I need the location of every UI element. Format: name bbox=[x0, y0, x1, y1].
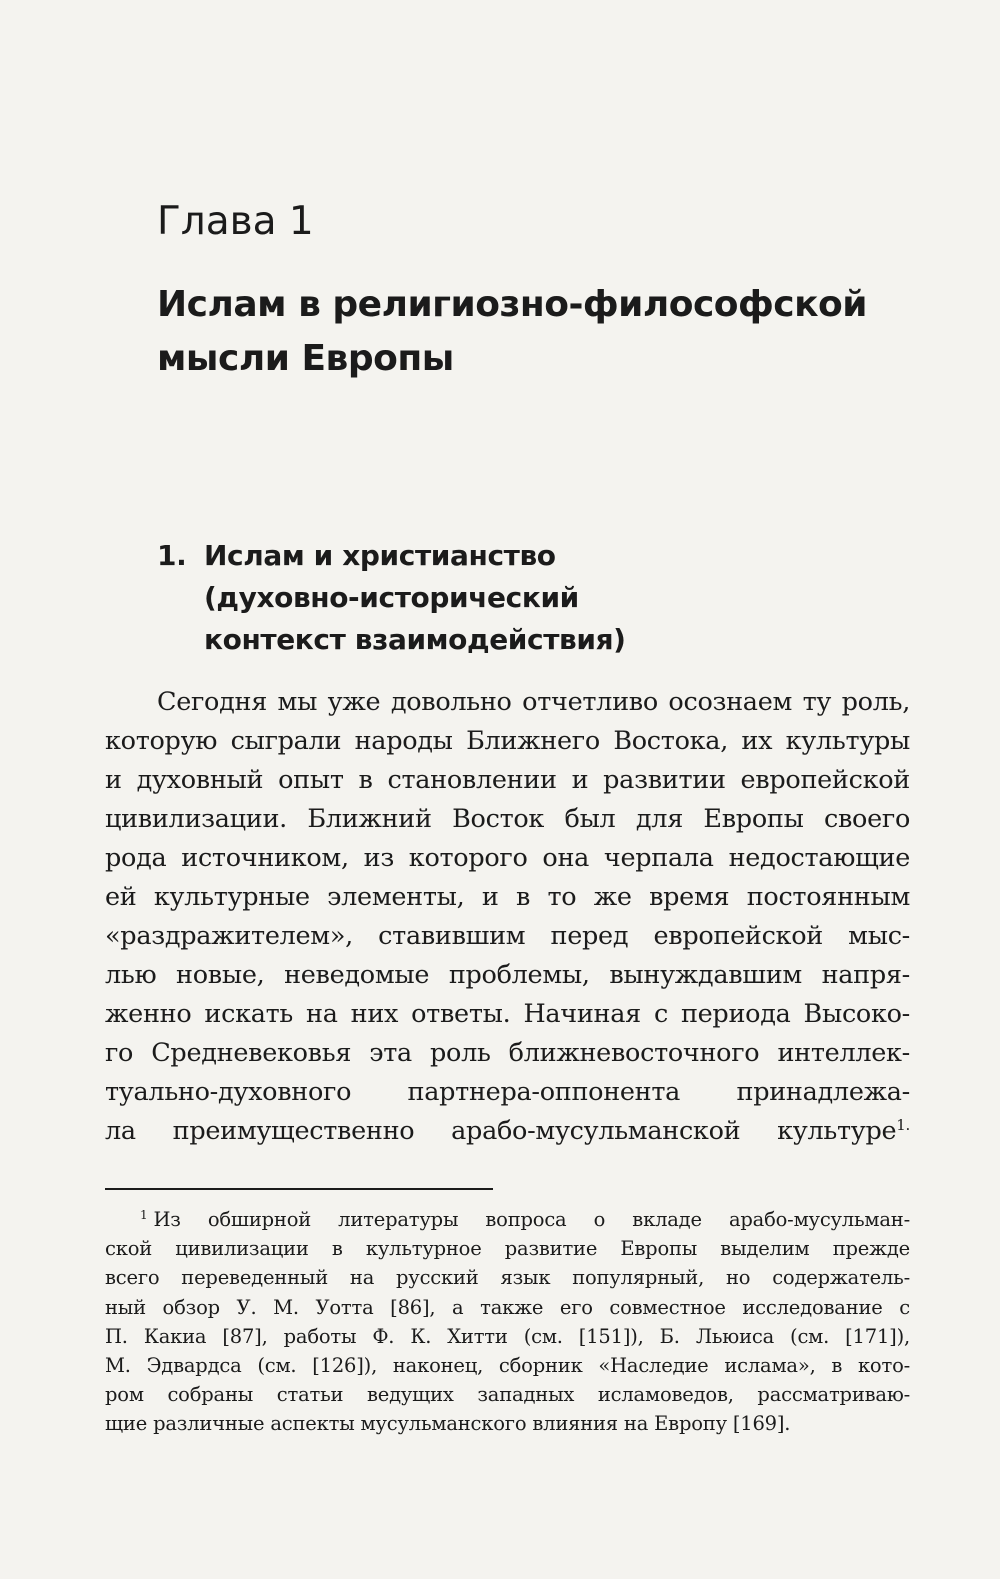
section-title-line: Ислам и христианство bbox=[204, 539, 556, 572]
chapter-label: Глава 1 bbox=[157, 199, 314, 244]
body-paragraph bbox=[105, 683, 910, 1151]
chapter-title bbox=[157, 278, 917, 386]
body-line: го Средневековья эта роль ближневосточного интеллек- bbox=[105, 1038, 910, 1068]
section-title-line: (духовно-исторический bbox=[204, 581, 579, 614]
footnote-line: щие различные аспекты мусульманского влияния на Европу [169]. bbox=[105, 1412, 791, 1436]
body-line: ей культурные элементы, и в то же время постоянным bbox=[105, 882, 910, 912]
footnote-line: ром собраны статьи ведущих западных исламоведов, рассматриваю- bbox=[105, 1383, 910, 1407]
footnote-divider bbox=[105, 1188, 493, 1190]
body-line: цивилизации. Ближний Восток был для Европы своего bbox=[105, 804, 910, 834]
body-line: женно искать на них ответы. Начиная с периода Высоко- bbox=[105, 999, 910, 1029]
body-line: и духовный опыт в становлении и развитии европейской bbox=[105, 765, 910, 795]
footnote-line: ской цивилизации в культурное развитие Европы выделим прежде bbox=[105, 1237, 910, 1261]
footnote bbox=[105, 1205, 910, 1439]
footnote-line: П. Какиа [87], работы Ф. К. Хитти (см. [151]), Б. Льюиса (см. [171]), bbox=[105, 1324, 910, 1348]
footnote-line: всего переведенный на русский язык популярный, но содержатель- bbox=[105, 1266, 910, 1290]
section-title-line: контекст взаимодействия) bbox=[204, 623, 626, 656]
body-line: рода источником, из которого она черпала недостающие bbox=[105, 843, 910, 873]
footnote-line: ный обзор У. М. Уотта [86], а также его совместное исследование с bbox=[105, 1295, 910, 1319]
footnote-line: М. Эдвардса (см. [126]), наконец, сборник «Наследие ислама», в кото- bbox=[105, 1354, 910, 1378]
body-line: Сегодня мы уже довольно отчетливо осознаем ту роль, bbox=[157, 687, 910, 717]
section-title bbox=[204, 535, 626, 661]
footnote-line bbox=[105, 1205, 910, 1234]
footnote-line-text: Из обширной литературы вопроса о вкладе арабо-мусульман- bbox=[153, 1208, 910, 1231]
body-line: «раздражителем», ставившим перед европейской мыс- bbox=[105, 921, 910, 951]
body-line-last bbox=[105, 1112, 910, 1151]
body-line: туально-духовного партнера-оппонента принадлежа- bbox=[105, 1077, 910, 1107]
body-line: которую сыграли народы Ближнего Востока, их культуры bbox=[105, 726, 910, 756]
chapter-title-line: Ислам в религиозно-философской bbox=[157, 284, 867, 325]
chapter-title-line: мысли Европы bbox=[157, 338, 454, 379]
footnote-marker: 1 bbox=[140, 1208, 148, 1222]
body-line: лью новые, неведомые проблемы, вынуждавшим напря- bbox=[105, 960, 910, 990]
footnote-reference[interactable]: 1. bbox=[896, 1116, 910, 1134]
body-line-text: ла преимущественно арабо-мусульманской культуре bbox=[105, 1116, 897, 1146]
section-number: 1. bbox=[157, 539, 187, 572]
